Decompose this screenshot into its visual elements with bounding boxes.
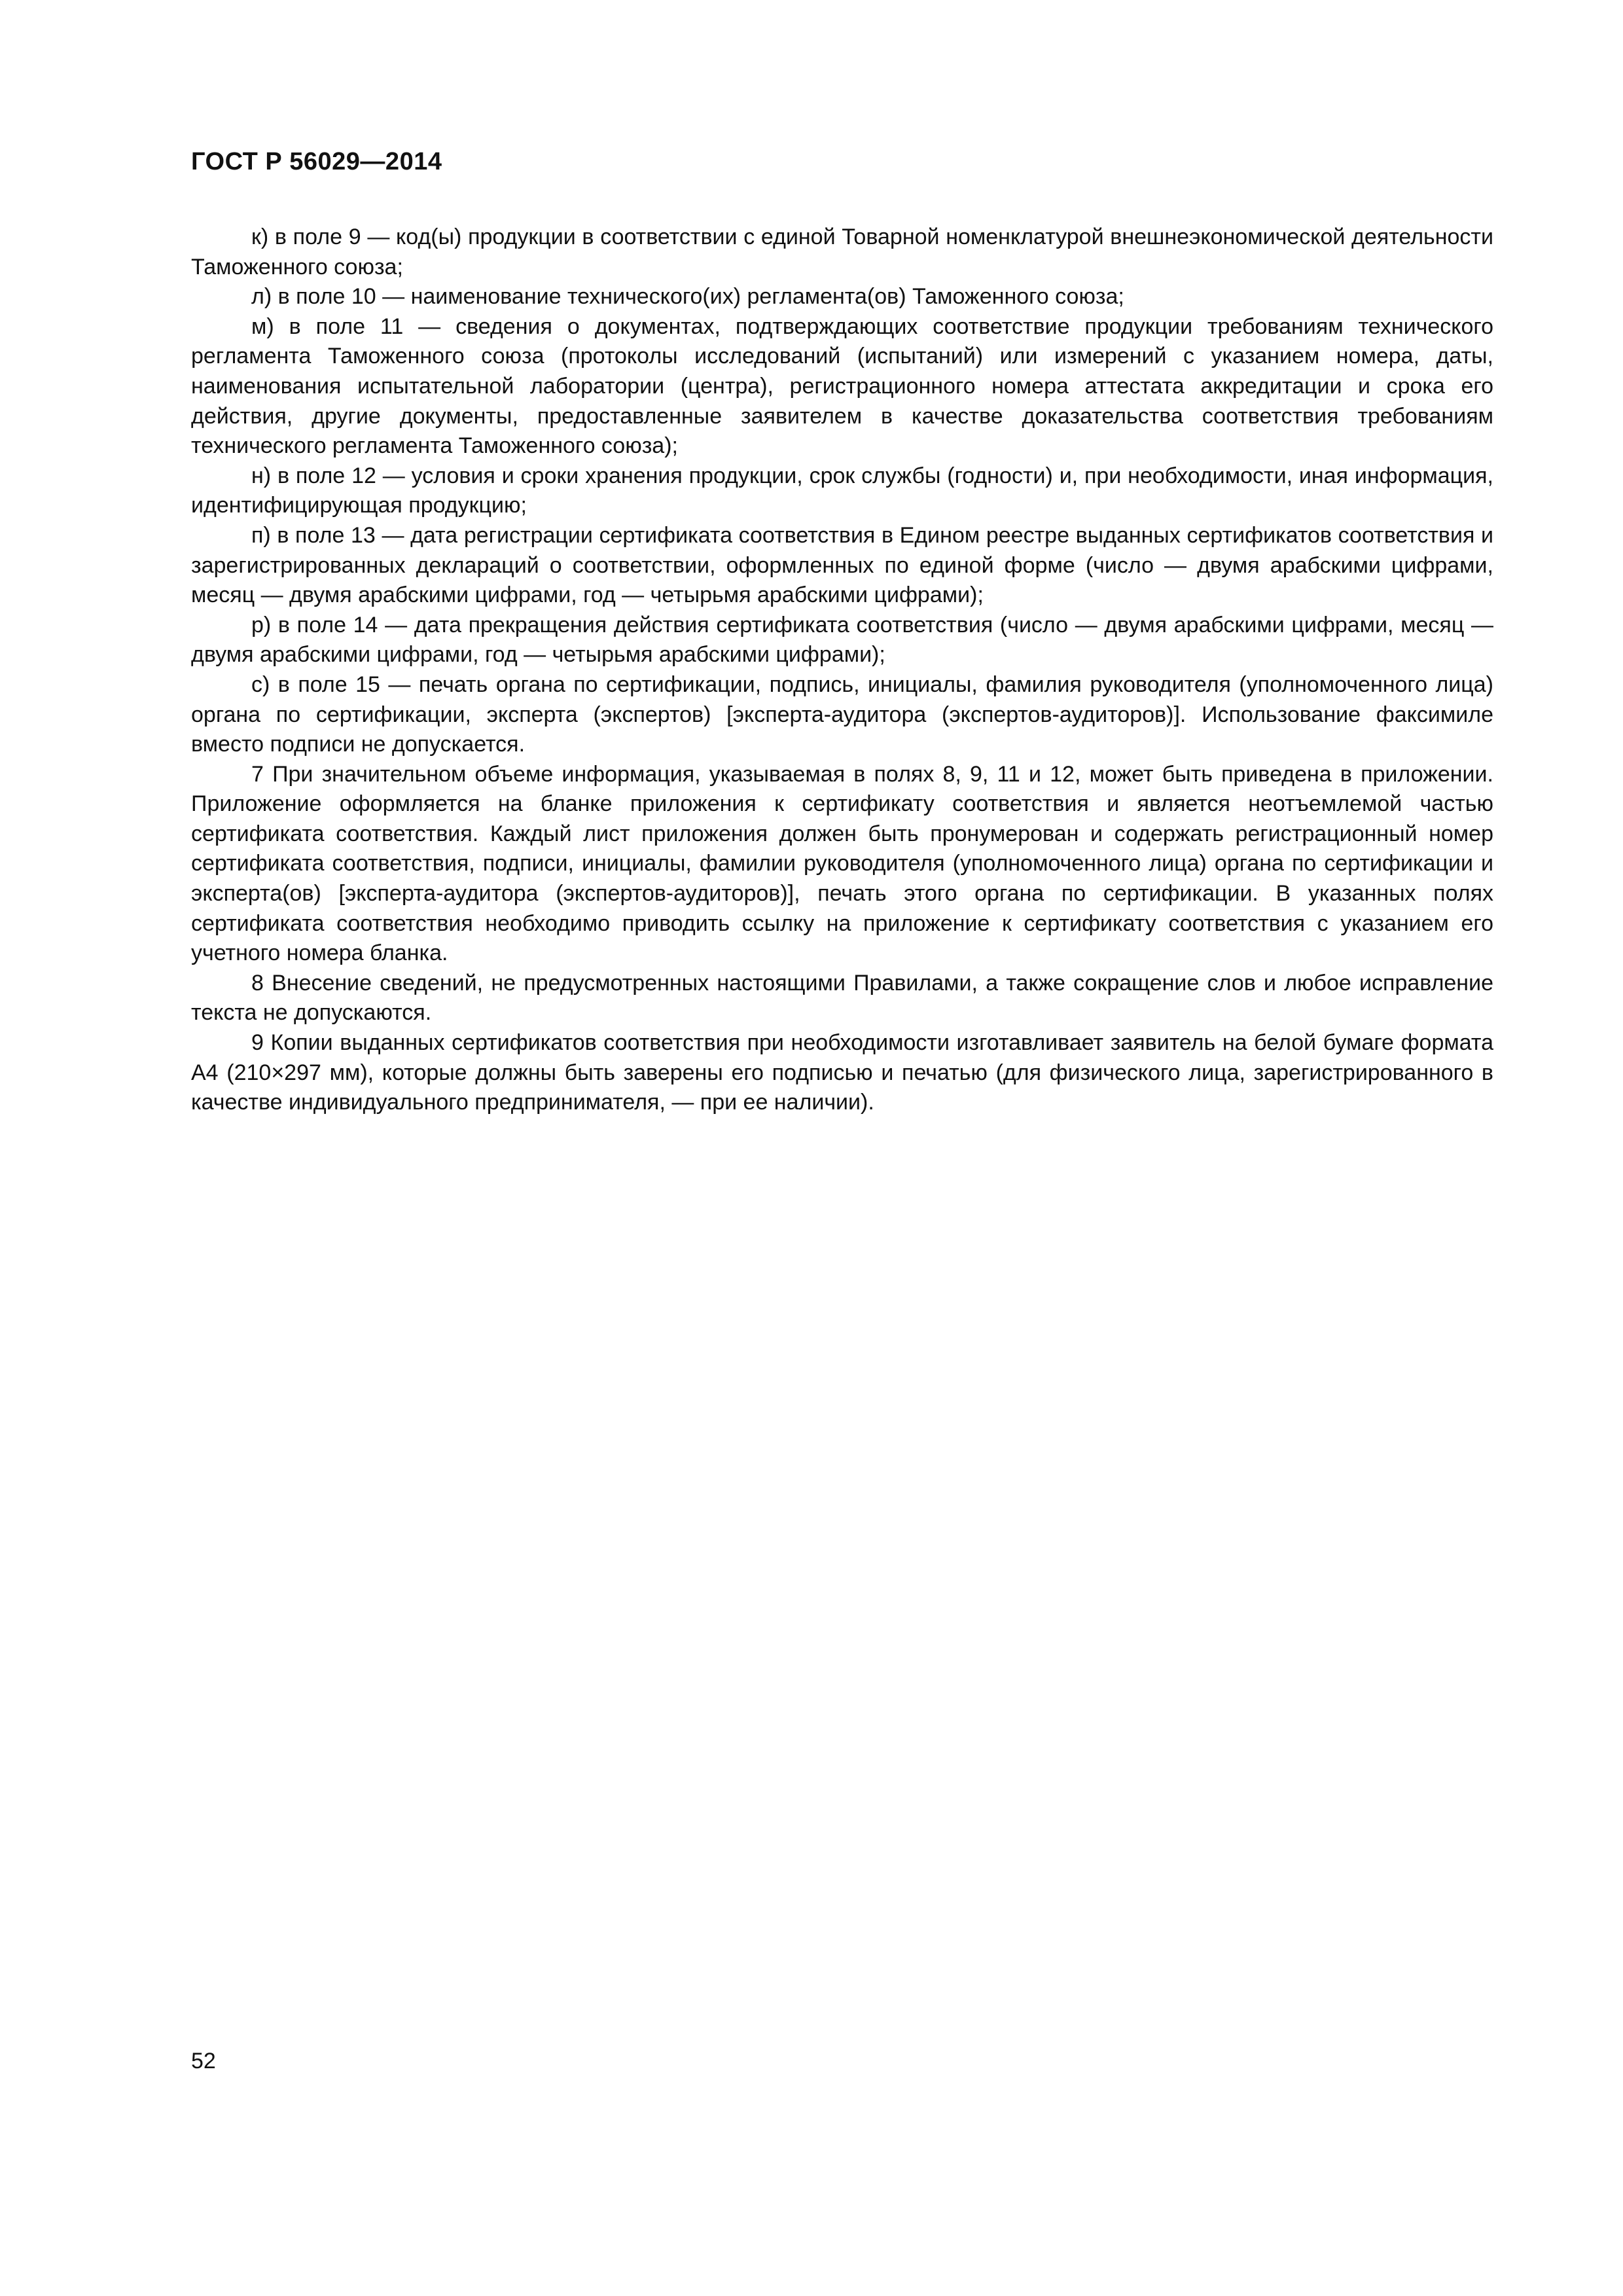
paragraph-n: н) в поле 12 — условия и сроки хранения продукции, срок службы (годности) и, при необходимости, иная информация, идентифицирующая продукцию; (191, 463, 1493, 518)
paragraph-k: к) в поле 9 — код(ы) продукции в соответствии с единой Товарной номенклатурой внешнеэкономической деятельности Таможенного союза; (191, 224, 1493, 279)
paragraph-7: 7 При значительном объеме информация, указываемая в полях 8, 9, 11 и 12, может быть приведена в приложении. Приложение оформляется на бланке приложения к сертификату соответствия и является неотъемлемой частью сертификата соответствия. Каждый лист приложения должен быть пронумерован и содержать регистрационный номер сертификата соответствия, подписи, инициалы, фамилии руководителя (уполномоченного лица) органа по сертификации и эксперта(ов) [эксперта-аудитора (экспертов-аудиторов)], печать этого органа по сертификации. В указанных полях сертификата соответствия необходимо приводить ссылку на приложение к сертификату соответствия с указанием его учетного номера бланка. (191, 761, 1493, 966)
paragraph-9: 9 Копии выданных сертификатов соответствия при необходимости изготавливает заявитель на белой бумаге формата А4 (210×297 мм), которые должны быть заверены его подписью и печатью (для физического лица, зарегистрированного в качестве индивидуального предпринимателя, — при ее наличии). (191, 1030, 1493, 1115)
paragraph-8: 8 Внесение сведений, не предусмотренных настоящими Правилами, а также сокращение слов и любое исправление текста не допускаются. (191, 970, 1493, 1026)
paragraph-p: п) в поле 13 — дата регистрации сертификата соответствия в Едином реестре выданных сертификатов соответствия и зарегистрированных деклараций о соответствии, оформленных по единой форме (число — двумя арабскими цифрами, месяц — двумя арабскими цифрами, год — четырьмя арабскими цифрами); (191, 522, 1493, 608)
paragraph-l: л) в поле 10 — наименование технического(их) регламента(ов) Таможенного союза; (251, 284, 1124, 310)
paragraph-r: р) в поле 14 — дата прекращения действия сертификата соответствия (число — двумя арабскими цифрами, месяц — двумя арабскими цифрами, год — четырьмя арабскими цифрами); (191, 612, 1493, 668)
page-number: 52 (191, 2049, 216, 2073)
paragraph-m: м) в поле 11 — сведения о документах, подтверждающих соответствие продукции требованиям технического регламента Таможенного союза (протоколы исследований (испытаний) или измерений с указанием номера, даты, наименования испытательной лаборатории (центра), регистрационного номера аттестата аккредитации и срока его действия, другие документы, предоставленные заявителем в качестве доказательства соответствия требованиям технического регламента Таможенного союза); (191, 314, 1493, 459)
document-header: ГОСТ Р 56029—2014 (191, 148, 442, 175)
paragraph-s: с) в поле 15 — печать органа по сертификации, подпись, инициалы, фамилия руководителя (уполномоченного лица) органа по сертификации, эксперта (экспертов) [эксперта-аудитора (экспертов-аудиторов)]. Использование факсимиле вместо подписи не допускается. (191, 672, 1493, 757)
document-body (191, 223, 1493, 1118)
